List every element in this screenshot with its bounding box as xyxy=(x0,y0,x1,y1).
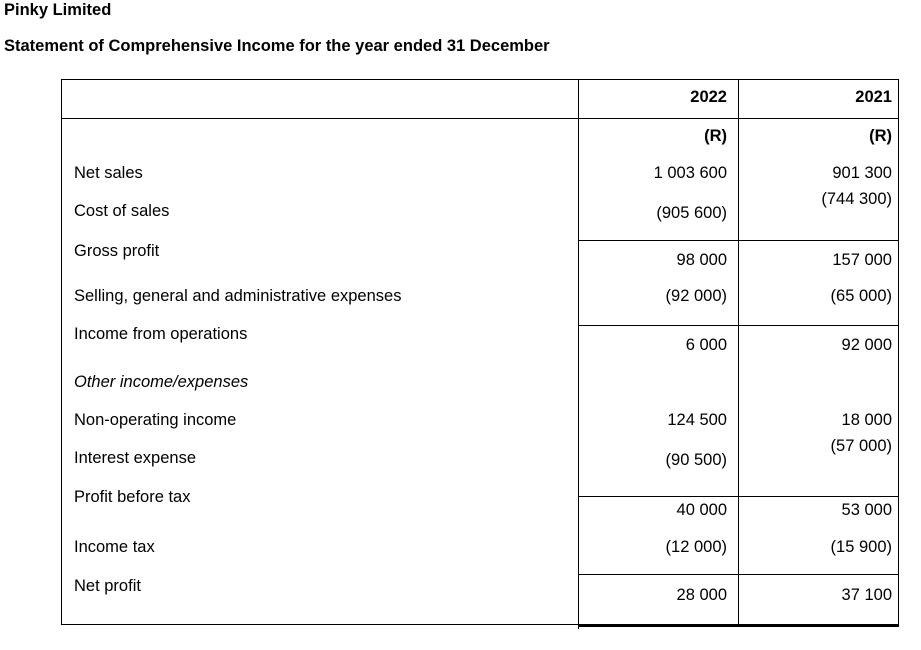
profit-before-tax-rule xyxy=(578,496,899,497)
column-divider-2022 xyxy=(578,80,579,629)
gross-profit-2022: 98 000 xyxy=(676,251,727,269)
net-profit-2022: 28 000 xyxy=(676,586,727,604)
profit-before-tax-2021: 53 000 xyxy=(841,501,892,519)
profit-before-tax-2022: 40 000 xyxy=(676,501,727,519)
income-from-operations-2022: 6 000 xyxy=(685,336,727,354)
income-tax-2022: (12 000) xyxy=(665,538,727,556)
net-profit-2021: 37 100 xyxy=(841,586,892,604)
row-label-interest-expense: Interest expense xyxy=(74,449,196,467)
interest-expense-2021: (57 000) xyxy=(830,437,892,455)
sga-expenses-2022: (92 000) xyxy=(665,287,727,305)
row-label-profit-before-tax: Profit before tax xyxy=(74,488,191,506)
income-from-operations-2021: 92 000 xyxy=(841,336,892,354)
column-header-2021: 2021 xyxy=(855,88,892,106)
cost-of-sales-2021: (744 300) xyxy=(821,190,892,208)
column-header-2022: 2022 xyxy=(690,88,727,106)
row-label-sga-expenses: Selling, general and administrative expenses xyxy=(74,287,402,305)
row-label-net-sales: Net sales xyxy=(74,164,143,182)
currency-2022: (R) xyxy=(704,127,727,145)
net-sales-2021: 901 300 xyxy=(832,164,892,182)
currency-2021: (R) xyxy=(869,127,892,145)
sga-expenses-2021: (65 000) xyxy=(830,287,892,305)
interest-expense-2022: (90 500) xyxy=(665,451,727,469)
net-profit-double-rule xyxy=(578,624,899,627)
gross-profit-2021: 157 000 xyxy=(832,251,892,269)
non-operating-income-2022: 124 500 xyxy=(667,411,727,429)
cost-of-sales-2022: (905 600) xyxy=(656,204,727,222)
income-statement-table xyxy=(61,79,899,625)
row-label-non-operating-income: Non-operating income xyxy=(74,411,237,429)
row-label-net-profit: Net profit xyxy=(74,577,141,595)
statement-title: Statement of Comprehensive Income for the year ended 31 December xyxy=(4,37,550,55)
column-divider-2021 xyxy=(738,80,739,625)
operations-rule xyxy=(578,325,899,326)
net-sales-2022: 1 003 600 xyxy=(653,164,727,182)
non-operating-income-2021: 18 000 xyxy=(841,411,892,429)
income-tax-2021: (15 900) xyxy=(830,538,892,556)
row-label-other-income-expenses: Other income/expenses xyxy=(74,373,249,391)
gross-profit-rule xyxy=(578,240,899,241)
row-label-income-tax: Income tax xyxy=(74,538,155,556)
company-name: Pinky Limited xyxy=(4,1,112,19)
row-label-gross-profit: Gross profit xyxy=(74,242,160,260)
net-profit-rule xyxy=(578,574,899,575)
header-rule xyxy=(61,118,899,119)
row-label-income-from-operations: Income from operations xyxy=(74,325,248,343)
row-label-cost-of-sales: Cost of sales xyxy=(74,202,170,220)
